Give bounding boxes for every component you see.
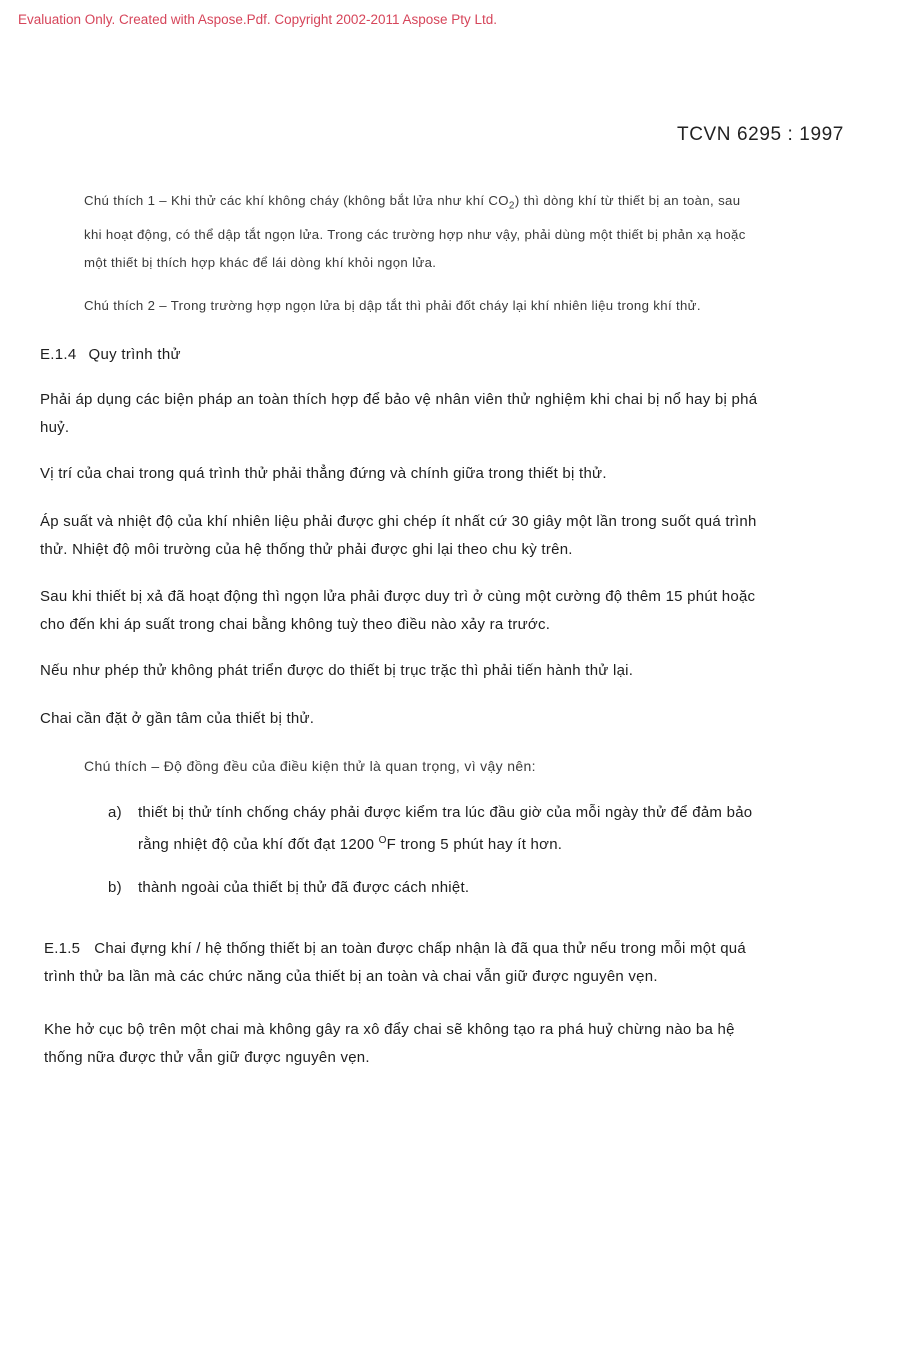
- paragraph-line: Phải áp dụng các biện pháp an toàn thích hợp để bảo vệ nhân viên thử nghiệm khi chai bị nổ hay bị phá: [40, 391, 758, 408]
- paragraph-safety: [40, 386, 757, 442]
- section-number: E.1.5: [44, 940, 81, 957]
- list-item-b: b) thành ngoài của thiết bị thử đã được cách nhiệt.: [108, 874, 469, 902]
- paragraph-line: Áp suất và nhiệt độ của khí nhiên liệu phải được ghi chép ít nhất cứ 30 giây một lần trong suốt quá trình: [40, 513, 757, 530]
- paragraph-placement: Chai cần đặt ở gần tâm của thiết bị thử.: [40, 710, 315, 727]
- paragraph-leak: [44, 1016, 735, 1072]
- paragraph-line: huỷ.: [40, 419, 70, 436]
- section-title: Quy trình thử: [88, 346, 181, 363]
- note-1-line-3: một thiết bị thích hợp khác để lái dòng khí khỏi ngọn lửa.: [84, 254, 437, 270]
- paragraph-position: Vị trí của chai trong quá trình thử phải thẳng đứng và chính giữa trong thiết bị thử.: [40, 465, 607, 482]
- section-heading-e14: [40, 346, 181, 363]
- list-item-a: [108, 799, 752, 859]
- paragraph-line: Khe hở cục bộ trên một chai mà không gây ra xô đẩy chai sẽ không tạo ra phá huỷ chừng nào ba hệ: [44, 1021, 735, 1038]
- note-1-line-1: Chú thích 1 – Khi thử các khí không cháy (không bắt lửa như khí $CO_2$) thì dòng khí từ thiết bị an toàn, sau: [84, 193, 741, 212]
- paragraph-recording: [40, 508, 757, 564]
- section-e15: [44, 935, 746, 991]
- section-number: E.1.4: [40, 346, 77, 363]
- paragraph-line: thống nữa được thử vẫn giữ được nguyên vẹn.: [44, 1049, 370, 1066]
- paragraph-retest: Nếu như phép thử không phát triển được do thiết bị trục trặc thì phải tiến hành thử lại.: [40, 662, 634, 679]
- list-item-a-line-2: rằng nhiệt độ của khí đốt đạt 1200 $^O$F trong 5 phút hay ít hơn.: [138, 835, 563, 853]
- section-e15-line-1: E.1.5 Chai đựng khí / hệ thống thiết bị an toàn được chấp nhận là đã qua thử nếu trong mỗi một quá: [44, 940, 746, 957]
- list-item-a-line-1: a) thiết bị thử tính chống cháy phải được kiểm tra lúc đầu giờ của mỗi ngày thử để đảm bảo: [108, 799, 752, 827]
- list-marker: b): [108, 879, 122, 896]
- note-1-line-2: khi hoạt động, có thể dập tắt ngọn lửa. Trong các trường hợp như vậy, phải dùng một thiết bị phản xạ hoặc: [84, 226, 746, 242]
- paragraph-line: thử. Nhiệt độ môi trường của hệ thống thử phải được ghi lại theo chu kỳ trên.: [40, 541, 573, 558]
- paragraph-line: trình thử ba lần mà các chức năng của thiết bị an toàn và chai vẫn giữ được nguyên vẹn.: [44, 968, 658, 985]
- watermark-text: Evaluation Only. Created with Aspose.Pdf. Copyright 2002-2011 Aspose Pty Ltd.: [18, 12, 498, 27]
- list-marker: a): [108, 804, 122, 821]
- note-1: [84, 187, 746, 277]
- paragraph-flame-duration: [40, 583, 755, 639]
- note-2: Chú thích 2 – Trong trường hợp ngọn lửa bị dập tắt thì phải đốt cháy lại khí nhiên liệu trong khí thử.: [84, 298, 701, 313]
- note-3: Chú thích – Độ đồng đều của điều kiện thử là quan trọng, vì vậy nên:: [84, 758, 536, 774]
- document-code: TCVN 6295 : 1997: [677, 124, 844, 145]
- paragraph-line: cho đến khi áp suất trong chai bằng không tuỳ theo điều nào xảy ra trước.: [40, 616, 551, 633]
- paragraph-line: Sau khi thiết bị xả đã hoạt động thì ngọn lửa phải được duy trì ở cùng một cường độ thêm 15 phút hoặc: [40, 588, 756, 605]
